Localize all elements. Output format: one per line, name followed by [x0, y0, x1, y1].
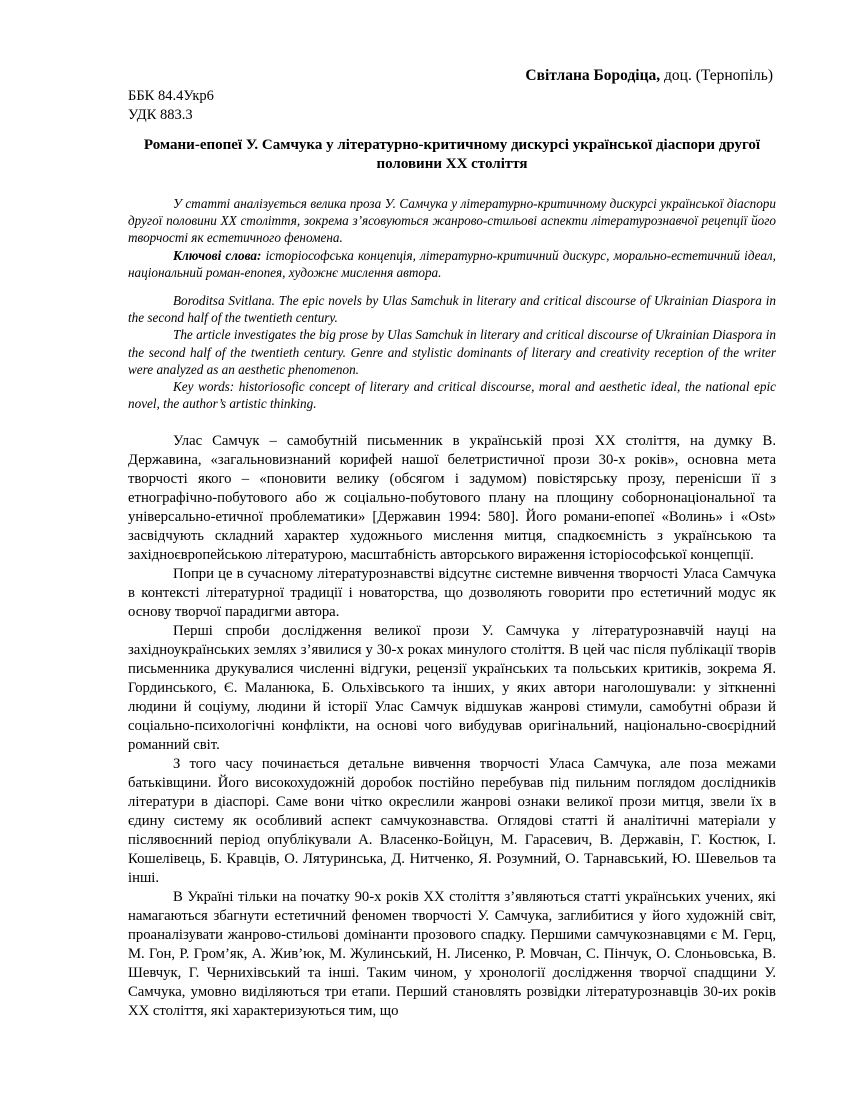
abstract-en-keywords: Key words: historiosofic concept of literary and critical discourse, moral and aesthetic ideal, the national epic novel, the author’s artistic thinking.	[128, 379, 776, 412]
classification-codes	[128, 87, 214, 125]
article-body	[128, 432, 776, 1021]
abstract-en-heading: Boroditsa Svitlana. The epic novels by Ulas Samchuk in literary and critical discourse of Ukrainian Diaspora in the second half of the twentieth century.	[128, 293, 776, 326]
author-name: Світлана Бородіца,	[525, 67, 661, 84]
body-paragraph: В Україні тільки на початку 90-х років ХХ століття з’являються статті українських учених, які намагаються збагнути естетичний феномен творчості У. Самчука, заглибитися у його художній світ, проаналізувати жанрово-стильові домінанти прозового спадку. Першими самчукознавцями є М. Герц, М. Гон, Р. Гром’як, А. Жив’юк, М. Жулинський, Н. Лисенко, Р. Мовчан, С. Пінчук, О. Слоньовська, В. Шевчук, Г. Черниxівський та інші. Таким чином, у хронології дослідження творчої спадщини У. Самчука, умовно виділяються три етапи. Перший становлять розвідки літературознавців 30-их років ХХ століття, які характеризуються тим, що	[128, 889, 776, 1019]
author-affiliation: доц. (Тернопіль)	[660, 67, 773, 84]
abstract-en-text: The article investigates the big prose by Ulas Samchuk in literary and critical discourse of Ukrainian Diaspora in the second half of the twentieth century. Genre and stylistic dominants of literary and creativity reception of the writer were analyzed as an aesthetic phenomenon.	[128, 327, 776, 377]
author-line	[525, 66, 773, 86]
keywords-text: історіософська концепція, літературно-критичний дискурс, морально-естетичний ідеал, національний роман-епопея, художнє мислення автора.	[128, 247, 776, 280]
abstract-text: У статті аналізується велика проза У. Самчука у літературно-критичному дискурсі української діаспори другої половини ХХ століття, зокрема з’ясовуються жанрово-стильові аспекти літературознавчої рецепції його творчості як естетичного феномена.	[128, 196, 776, 246]
abstract-ukrainian	[128, 195, 776, 281]
body-paragraph: З того часу починається детальне вивчення творчості Уласа Самчука, але поза межами батьківщини. Його високохудожній доробок постійно перебував під пильним поглядом дослідників літератури в діаспорі. Саме вони чітко окреслили жанрові ознаки великої прози митця, звели їх в єдину систему як особливий аспект самчукознавства. Оглядові статті й аналітичні матеріали у післявоєнний період опублікували А. Власенко-Бойцун, М. Гарасевич, В. Державін, Г. Костюк, І. Кошелівець, Б. Кравців, О. Лятуринська, Д. Нитченко, Я. Розумний, О. Тарнавський, Ю. Шевельов та інші.	[128, 756, 776, 886]
udk-code: УДК 883.3	[128, 107, 193, 123]
bbk-code: ББК 84.4Укр6	[128, 88, 214, 104]
body-paragraph: Улас Самчук – самобутній письменник в українській прозі ХХ століття, на думку В. Державина, «загальновизнаний корифей нашої белетристичної прози 30-х років», основна мета творчості якого – «поновити велику (обсягом і задумом) повістярську прозу, перенісши її з етнографічно-побутового або ж соціально-побутового плану на площину соборнонаціональної та універсально-етичної проблематики» [Державин 1994: 580]. Його романи-епопеї «Волинь» і «Ost» засвідчують складний характер художнього мислення митця, спадкоємність з українською та західноєвропейською літературою, масштабність авторського вираження історіософської концепції.	[128, 433, 776, 563]
abstract-english	[128, 292, 776, 412]
body-paragraph: Попри це в сучасному літературознавстві відсутнє системне вивчення творчості Уласа Самчука в контексті літературної традиції і новаторства, що дозволяють говорити про естетичний модус як основу творчої парадигми автора.	[128, 566, 776, 620]
keywords-label: Ключові слова:	[173, 247, 262, 263]
body-paragraph: Перші спроби дослідження великої прози У. Самчука у літературознавчій науці на західноукраїнських землях з’явилися у 30-х роках минулого століття. В цей час після публікації творів письменника друкувалися численні відгуки, рецензії українських та польських критиків, зокрема Я. Гординського, Є. Маланюка, Б. Ольхівського та інших, у яких автори наголошували: у зіткненні людини й соціуму, людини й історії Улас Самчук відшукав жанрові стимули, самобутні образи й соціально-психологічні конфлікти, на основі чого вибудував оригінальний, національно-своєрідний романний світ.	[128, 623, 776, 753]
article-title: Романи-епопеї У. Самчука у літературно-критичному дискурсі української діаспори другої половини ХХ століття	[143, 137, 761, 172]
keywords-paragraph	[128, 247, 776, 281]
